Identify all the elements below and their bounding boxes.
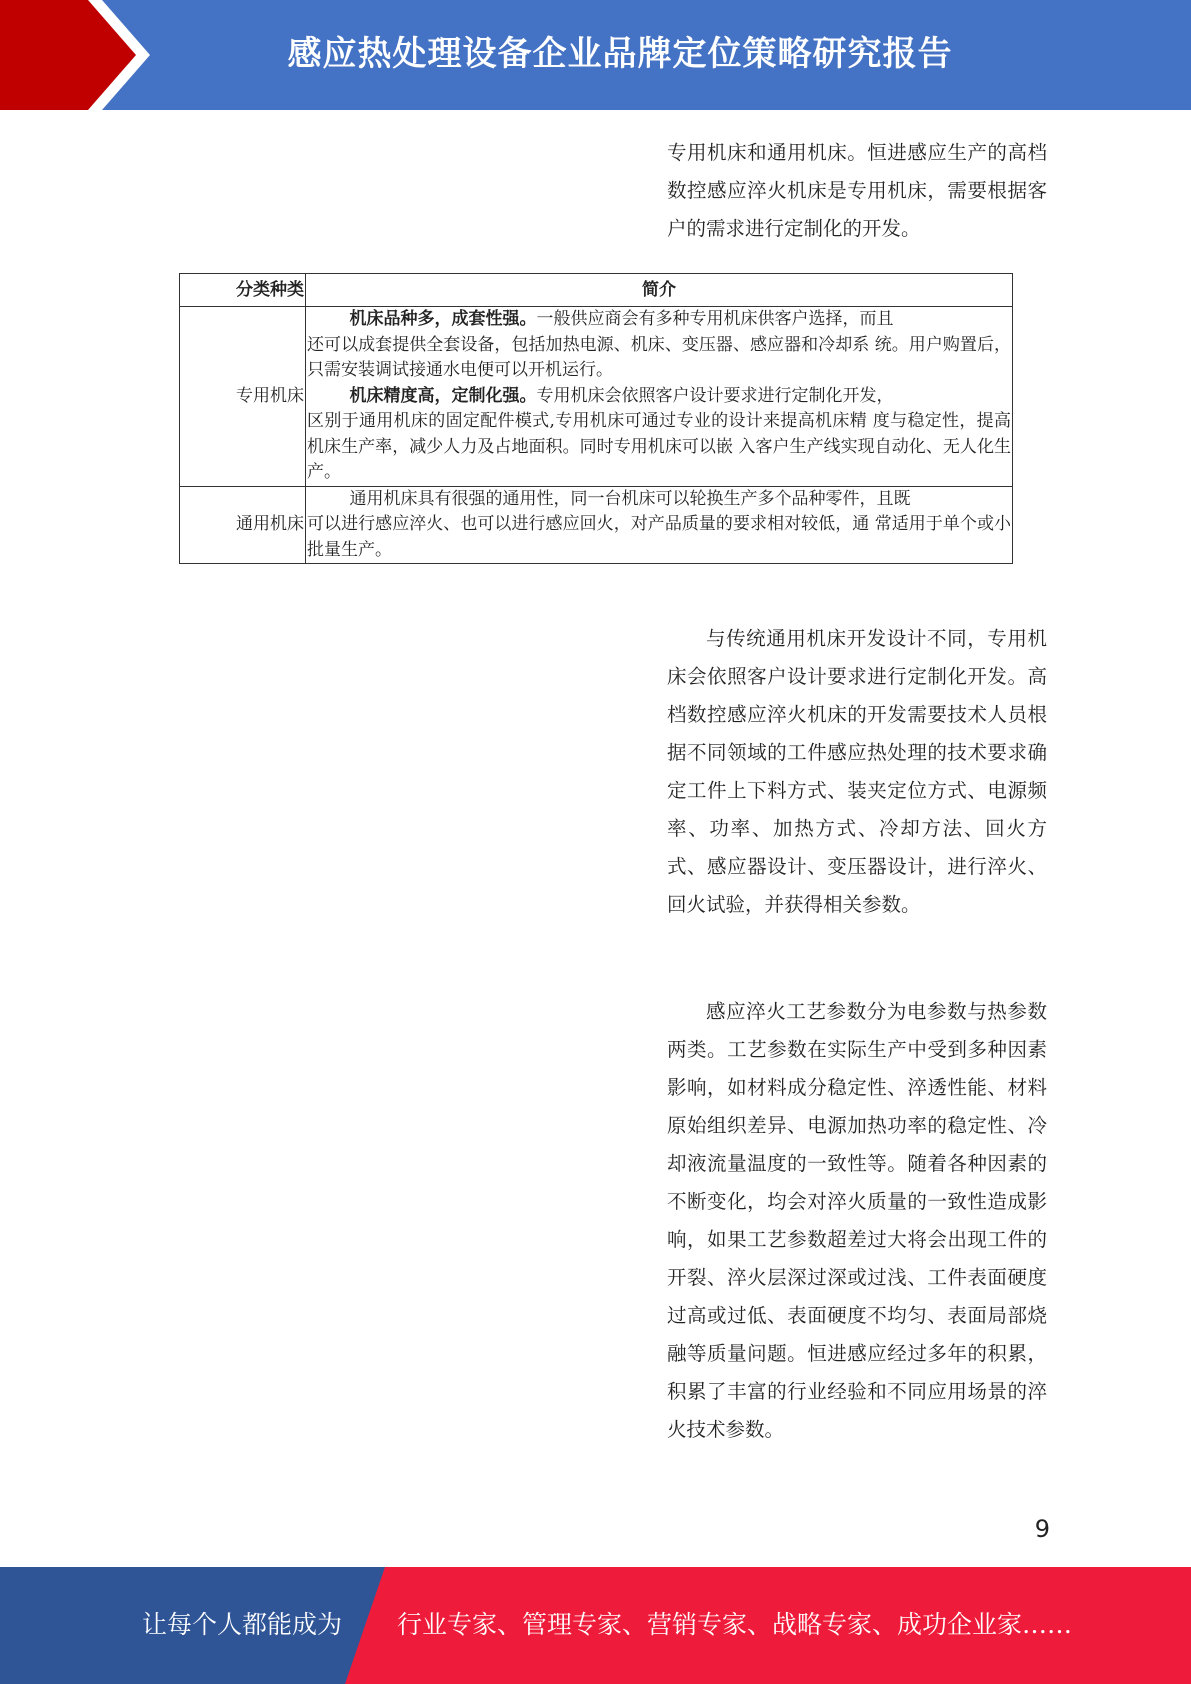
desc-text: 通用机床具有很强的通用性，同一台机床可以轮换生产多个品种零件，且既: [349, 488, 911, 509]
table-header-row: [180, 274, 1013, 307]
desc-heading-variety: 机床品种多，成套性强。: [349, 309, 537, 329]
row-description-general: [306, 486, 1013, 564]
report-title: 感应热处理设备企业品牌定位策略研究报告: [287, 34, 953, 74]
desc-text-cont: 可以进行感应淬火、也可以进行感应回火，对产品质量的要求相对较低，通 常适用于单个或小批量生产。: [307, 514, 1011, 560]
desc-text-cont: 还可以成套提供全套设备，包括加热电源、机床、变压器、感应器和冷却系 统。用户购置后，只需安装调试接通水电便可以开机运行。: [307, 334, 1011, 380]
footer-slogan-right: 行业专家、管理专家、营销专家、战略专家、成功企业家……: [397, 1610, 1073, 1639]
row-description-special: [306, 307, 1013, 487]
page-header: [0, 0, 1191, 110]
row-category-special: 专用机床: [180, 307, 306, 487]
page-footer: [0, 1567, 1191, 1684]
header-category: 分类种类: [180, 274, 306, 307]
row-category-general: 通用机床: [180, 486, 306, 564]
body-paragraph-1: 与传统通用机床开发设计不同，专用机床会依照客户设计要求进行定制化开发。高档数控感应淬火机床的开发需要技术人员根据不同领域的工件感应热处理的技术要求确定工件上下料方式、装夹定位方式、电源频率、功率、加热方式、冷却方法、回火方式、感应器设计、变压器设计，进行淬火、回火试验，并获得相关参数。: [667, 627, 1047, 916]
body-paragraph-2: 感应淬火工艺参数分为电参数与热参数两类。工艺参数在实际生产中受到多种因素影响，如材料成分稳定性、淬透性能、材料原始组织差异、电源加热功率的稳定性、冷却液流量温度的一致性等。随着各种因素的不断变化，均会对淬火质量的一致性造成影响，如果工艺参数超差过大将会出现工件的开裂、淬火层深过深或过浅、工件表面硬度过高或过低、表面硬度不均匀、表面局部烧融等质量问题。恒进感应经过多年的积累，积累了丰富的行业经验和不同应用场景的淬火技术参数。: [667, 1000, 1047, 1441]
desc-heading-precision: 机床精度高，定制化强。: [349, 385, 537, 406]
desc-text-cont: 区别于通用机床的固定配件模式,专用机床可通过专业的设计来提高机床精 度与稳定性，提高机床生产率，减少人力及占地面积。同时专用机床可以嵌 入客户生产线实现自动化、无人化生产。: [307, 411, 1011, 482]
intro-paragraph: 专用机床和通用机床。恒进感应生产的高档数控感应淬火机床是专用机床，需要根据客户的需求进行定制化的开发。: [667, 141, 1047, 240]
page-number: 9: [1034, 1515, 1050, 1543]
desc-text: 一般供应商会有多种专用机床供客户选择，而且: [536, 309, 894, 329]
machine-category-table: [179, 273, 1013, 564]
table-row: [180, 307, 1013, 487]
header-description: 简介: [306, 274, 1013, 307]
desc-text: 专用机床会依照客户设计要求进行定制化开发，: [536, 385, 894, 406]
footer-slogan-left: 让每个人都能成为: [142, 1610, 343, 1639]
table-row: [180, 486, 1013, 564]
